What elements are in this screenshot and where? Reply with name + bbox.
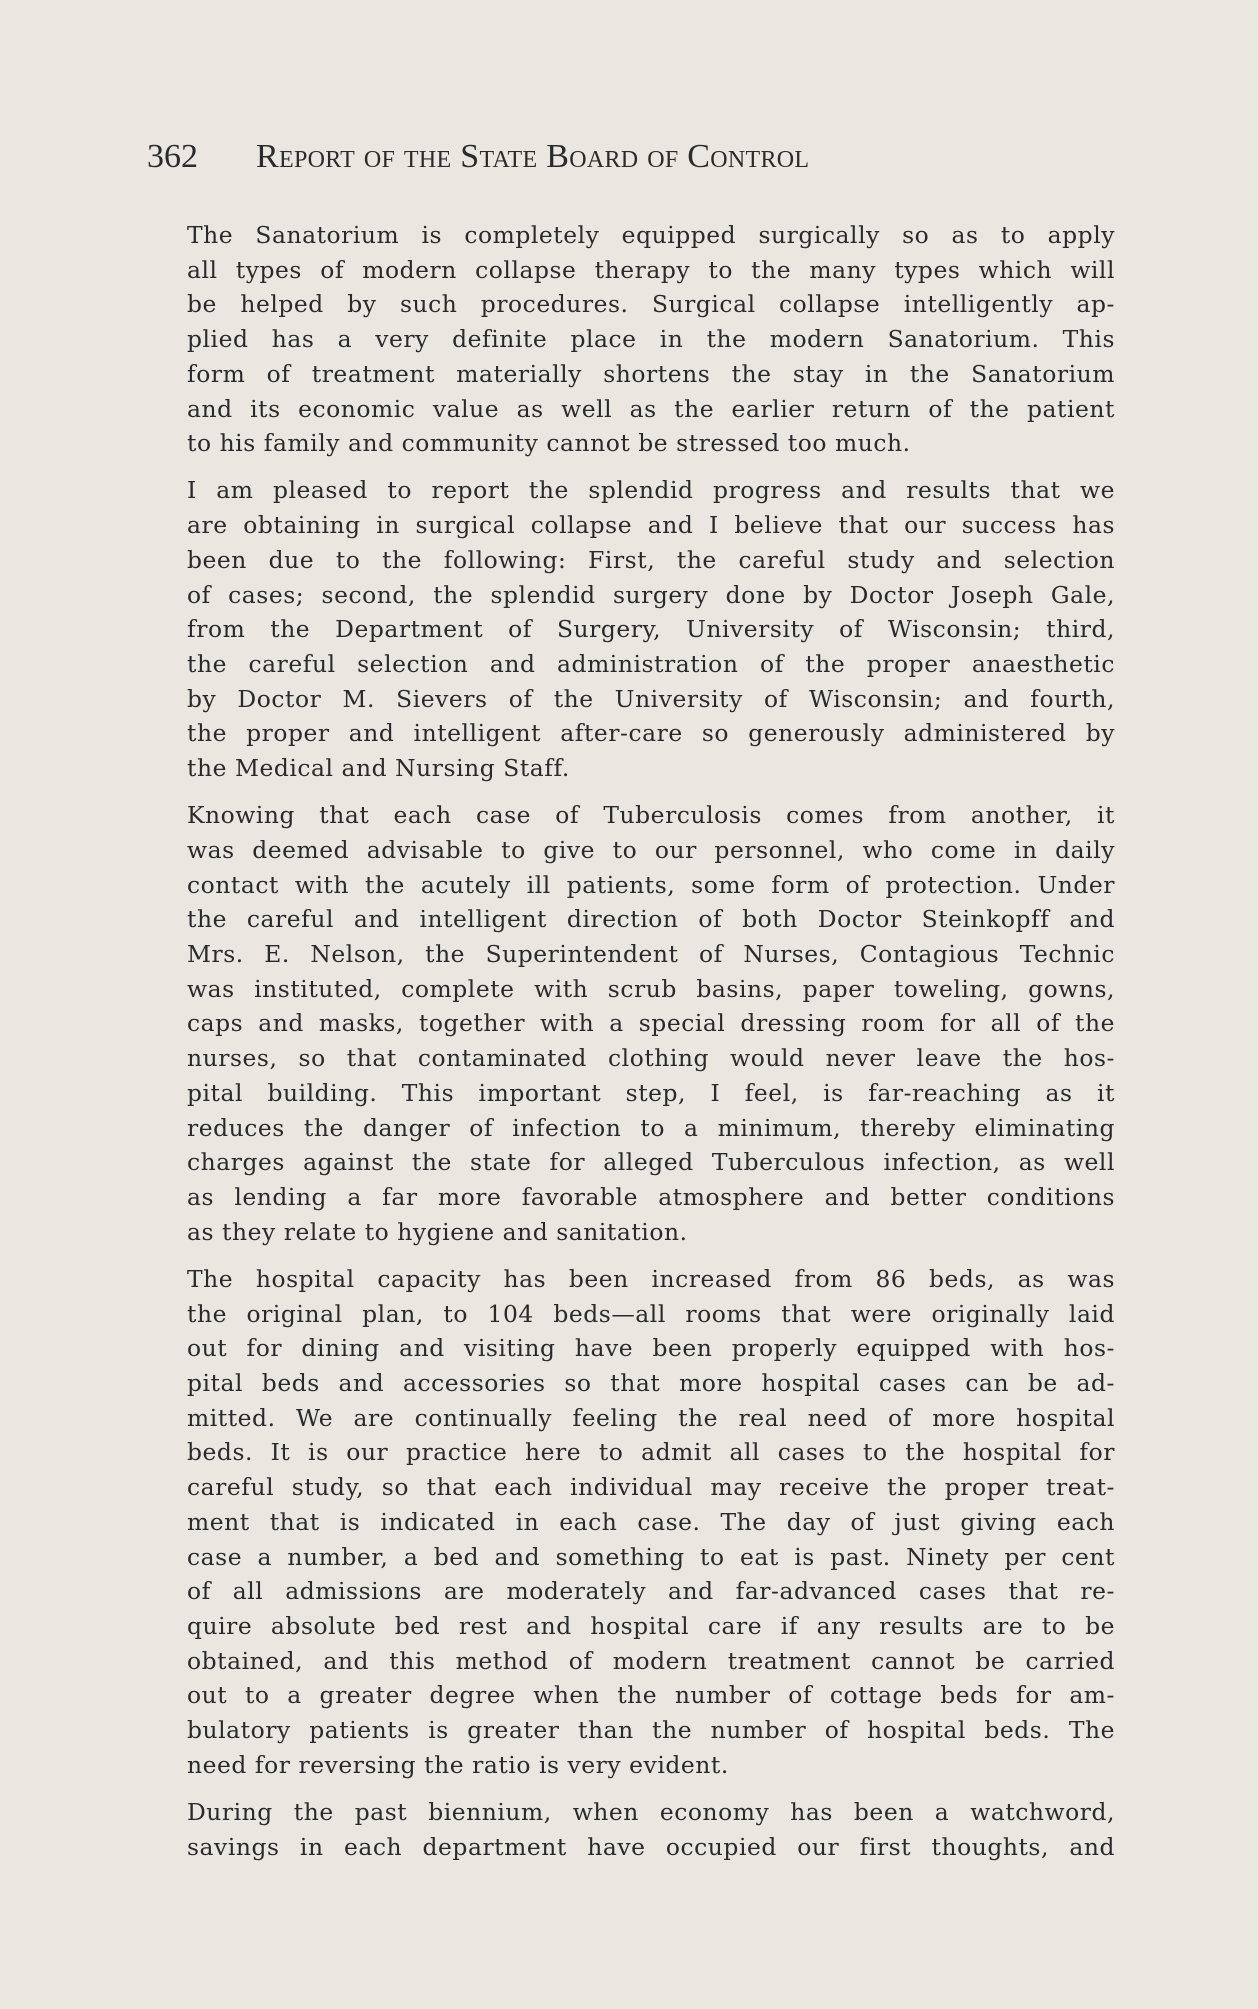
- text-line: need for reversing the ratio is very evident.: [187, 1750, 729, 1779]
- text-line: and its economic value as well as the earlier return of the patient: [187, 394, 1115, 423]
- text-line: the Medical and Nursing Staff.: [187, 754, 570, 783]
- text-line: out to a greater degree when the number of cottage beds for am-: [187, 1681, 1115, 1710]
- text-line: of all admissions are moderately and far-advanced cases that re-: [187, 1577, 1115, 1606]
- text-line: beds. It is our practice here to admit all cases to the hospital for: [187, 1438, 1115, 1467]
- text-line: from the Department of Surgery, University of Wisconsin; third,: [187, 615, 1115, 644]
- text-line: to his family and community cannot be stressed too much.: [187, 429, 911, 458]
- text-line: obtained, and this method of modern treatment cannot be carried: [187, 1646, 1115, 1675]
- text-line: the proper and intelligent after-care so generously administered by: [187, 719, 1115, 748]
- text-line: ment that is indicated in each case. The day of just giving each: [187, 1507, 1115, 1536]
- text-line: The hospital capacity has been increased from 86 beds, as was: [187, 1264, 1115, 1293]
- paragraph: [150, 1262, 1115, 1783]
- text-line: by Doctor M. Sievers of the University of Wisconsin; and fourth,: [187, 684, 1115, 713]
- text-line: mitted. We are continually feeling the real need of more hospital: [187, 1403, 1115, 1432]
- text-line: was instituted, complete with scrub basins, paper toweling, gowns,: [187, 974, 1115, 1003]
- text-line: contact with the acutely ill patients, some form of protection. Under: [187, 870, 1115, 899]
- text-line: been due to the following: First, the careful study and selection: [187, 545, 1115, 574]
- text-line: as lending a far more favorable atmosphere and better conditions: [187, 1182, 1115, 1211]
- text-line: of cases; second, the splendid surgery done by Doctor Joseph Gale,: [187, 580, 1115, 609]
- text-line: as they relate to hygiene and sanitation.: [187, 1217, 688, 1246]
- text-line: are obtaining in surgical collapse and I believe that our success has: [187, 511, 1115, 540]
- text-line: the careful selection and administration of the proper anaesthetic: [187, 649, 1115, 678]
- text-line: pital beds and accessories so that more hospital cases can be ad-: [187, 1369, 1115, 1397]
- text-line: careful study, so that each individual may receive the proper treat-: [187, 1473, 1115, 1502]
- paragraph: [150, 473, 1115, 785]
- text-line: nurses, so that contaminated clothing would never leave the hos-: [187, 1044, 1115, 1073]
- text-line: caps and masks, together with a special dressing room for all of the: [187, 1009, 1115, 1038]
- text-line: I am pleased to report the splendid progress and results that we: [187, 476, 1115, 505]
- text-line: reduces the danger of infection to a minimum, thereby eliminating: [187, 1113, 1115, 1142]
- text-line: quire absolute bed rest and hospital care if any results are to be: [187, 1611, 1115, 1640]
- paragraph: [150, 1795, 1115, 1864]
- text-line: all types of modern collapse therapy to the many types which will: [187, 255, 1115, 284]
- body-text: [150, 218, 1115, 1877]
- text-line: Mrs. E. Nelson, the Superintendent of Nurses, Contagious Technic: [187, 940, 1115, 969]
- running-title: Report of the State Board of Control: [256, 138, 810, 175]
- text-line: pital building. This important step, I feel, is far-reaching as it: [187, 1078, 1115, 1107]
- page-header: [147, 138, 1107, 176]
- text-line: savings in each department have occupied our first thoughts, and: [187, 1832, 1115, 1861]
- text-line: the careful and intelligent direction of both Doctor Steinkopff and: [187, 905, 1115, 934]
- text-line: be helped by such procedures. Surgical collapse intelligently ap-: [187, 290, 1115, 319]
- text-line: form of treatment materially shortens the stay in the Sanatorium: [187, 359, 1115, 388]
- paragraph: [150, 798, 1115, 1249]
- page-number: 362: [147, 138, 198, 175]
- text-line: The Sanatorium is completely equipped surgically so as to apply: [187, 221, 1115, 249]
- text-line: During the past biennium, when economy has been a watchword,: [187, 1797, 1115, 1826]
- text-line: was deemed advisable to give to our personnel, who come in daily: [187, 835, 1115, 864]
- paragraph: [150, 218, 1115, 461]
- text-line: out for dining and visiting have been properly equipped with hos-: [187, 1334, 1115, 1363]
- text-line: Knowing that each case of Tuberculosis comes from another, it: [187, 801, 1115, 830]
- text-line: charges against the state for alleged Tuberculous infection, as well: [187, 1148, 1115, 1177]
- text-line: plied has a very definite place in the modern Sanatorium. This: [187, 325, 1115, 354]
- text-line: the original plan, to 104 beds—all rooms that were originally laid: [187, 1299, 1115, 1328]
- text-line: bulatory patients is greater than the number of hospital beds. The: [187, 1716, 1115, 1745]
- text-line: case a number, a bed and something to eat is past. Ninety per cent: [187, 1542, 1115, 1571]
